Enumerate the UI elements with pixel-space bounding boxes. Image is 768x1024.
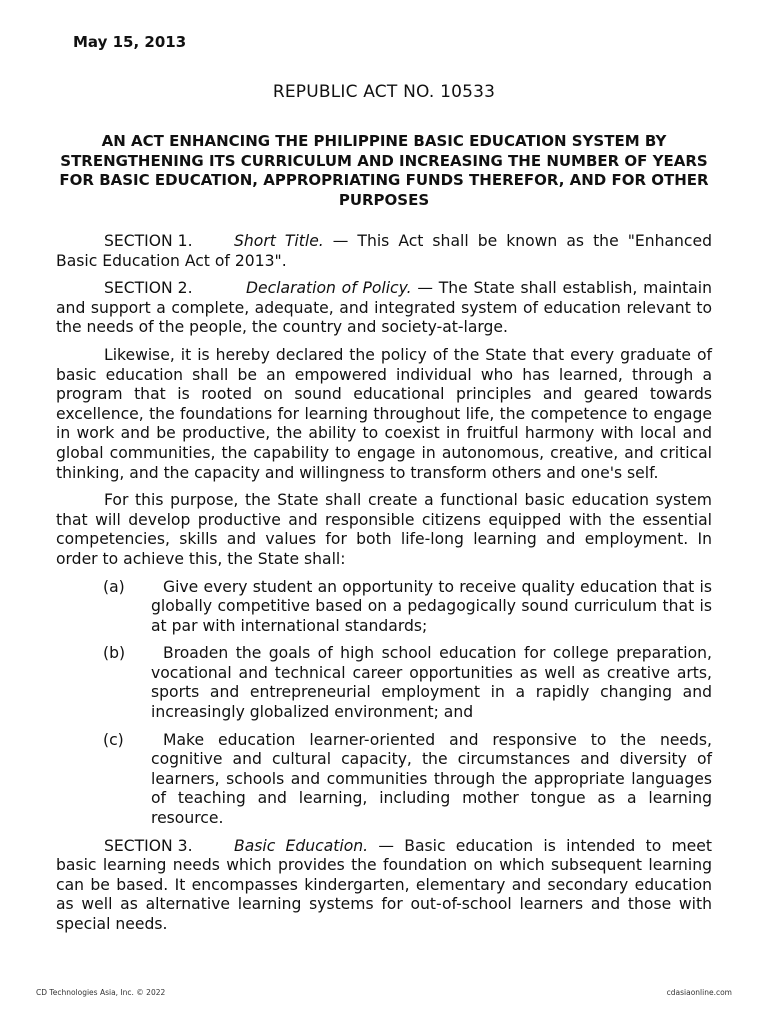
list-item-label: (c) bbox=[103, 730, 124, 749]
list-item bbox=[56, 731, 712, 829]
section-title: Declaration of Policy. bbox=[246, 279, 412, 298]
section-3 bbox=[56, 837, 712, 935]
section-2 bbox=[56, 279, 712, 338]
list-item bbox=[56, 578, 712, 637]
section-text: — Basic education is intended to meet basic learning needs which provides the foundation on which subsequent learning can be based. It encompasses kindergarten, elementary and secondary education as well as alternative learning systems for out-of-school learners and those with special needs. bbox=[56, 836, 712, 933]
section-label: SECTION 3. bbox=[104, 836, 193, 855]
paragraph-likewise: Likewise, it is hereby declared the policy of the State that every graduate of basic education shall be an empowered individual who has learned, through a program that is rooted on sound educational principles and geared towards excellence, the foundations for learning throughout life, the competence to engage in work and be productive, the ability to coexist in fruitful harmony with local and global communities, the capability to engage in autonomous, creative, and critical thinking, and the capacity and willingness to transform others and one's self. bbox=[56, 345, 712, 482]
footer-copyright: CD Technologies Asia, Inc. © 2022 bbox=[36, 988, 166, 997]
list-item-label: (a) bbox=[103, 577, 125, 596]
section-label: SECTION 1. bbox=[104, 232, 193, 250]
section-title: Short Title. bbox=[234, 232, 324, 250]
document-date: May 15, 2013 bbox=[73, 33, 187, 51]
paragraph-purpose: For this purpose, the State shall create a functional basic education system that will develop productive and responsible citizens equipped with the essential competencies, skills and values for both life-long learning and employment. In order to achieve this, the State shall: bbox=[56, 491, 712, 568]
section-text: — The State shall establish, maintain and support a complete, adequate, and integrated system of education relevant to the needs of the people, the country and society-at-large. bbox=[56, 279, 712, 337]
list-item-label: (b) bbox=[103, 644, 126, 663]
list-item bbox=[56, 644, 712, 722]
section-title: Basic Education. bbox=[234, 836, 369, 855]
act-number: REPUBLIC ACT NO. 10533 bbox=[272, 82, 496, 102]
list-item-text: Broaden the goals of high school education for college preparation, vocational and technical career opportunities as well as creative arts, sports and entrepreneurial employment in a rapidly changing and increasingly globalized environment; and bbox=[151, 644, 712, 722]
section-text: — This Act shall be known as the "Enhanced Basic Education Act of 2013". bbox=[56, 232, 712, 270]
section-1 bbox=[56, 232, 712, 271]
footer-website: cdasiaonline.com bbox=[666, 988, 732, 997]
act-title: AN ACT ENHANCING THE PHILIPPINE BASIC EDUCATION SYSTEM BY STRENGTHENING ITS CURRICULUM AND INCREASING THE NUMBER OF YEARS FOR BASIC EDUCATION, APPROPRIATING FUNDS THEREFOR, AND FOR OTHER PURPOSES bbox=[59, 132, 709, 209]
section-label: SECTION 2. bbox=[104, 279, 193, 298]
list-item-text: Give every student an opportunity to receive quality education that is globally competitive based on a pedagogically sound curriculum that is at par with international standards; bbox=[151, 577, 712, 635]
list-item-text: Make education learner-oriented and responsive to the needs, cognitive and cultural capacity, the circumstances and diversity of learners, schools and communities through the appropriate languages of teaching and learning, including mother tongue as a learning resource. bbox=[151, 730, 712, 828]
document-body bbox=[56, 232, 712, 943]
